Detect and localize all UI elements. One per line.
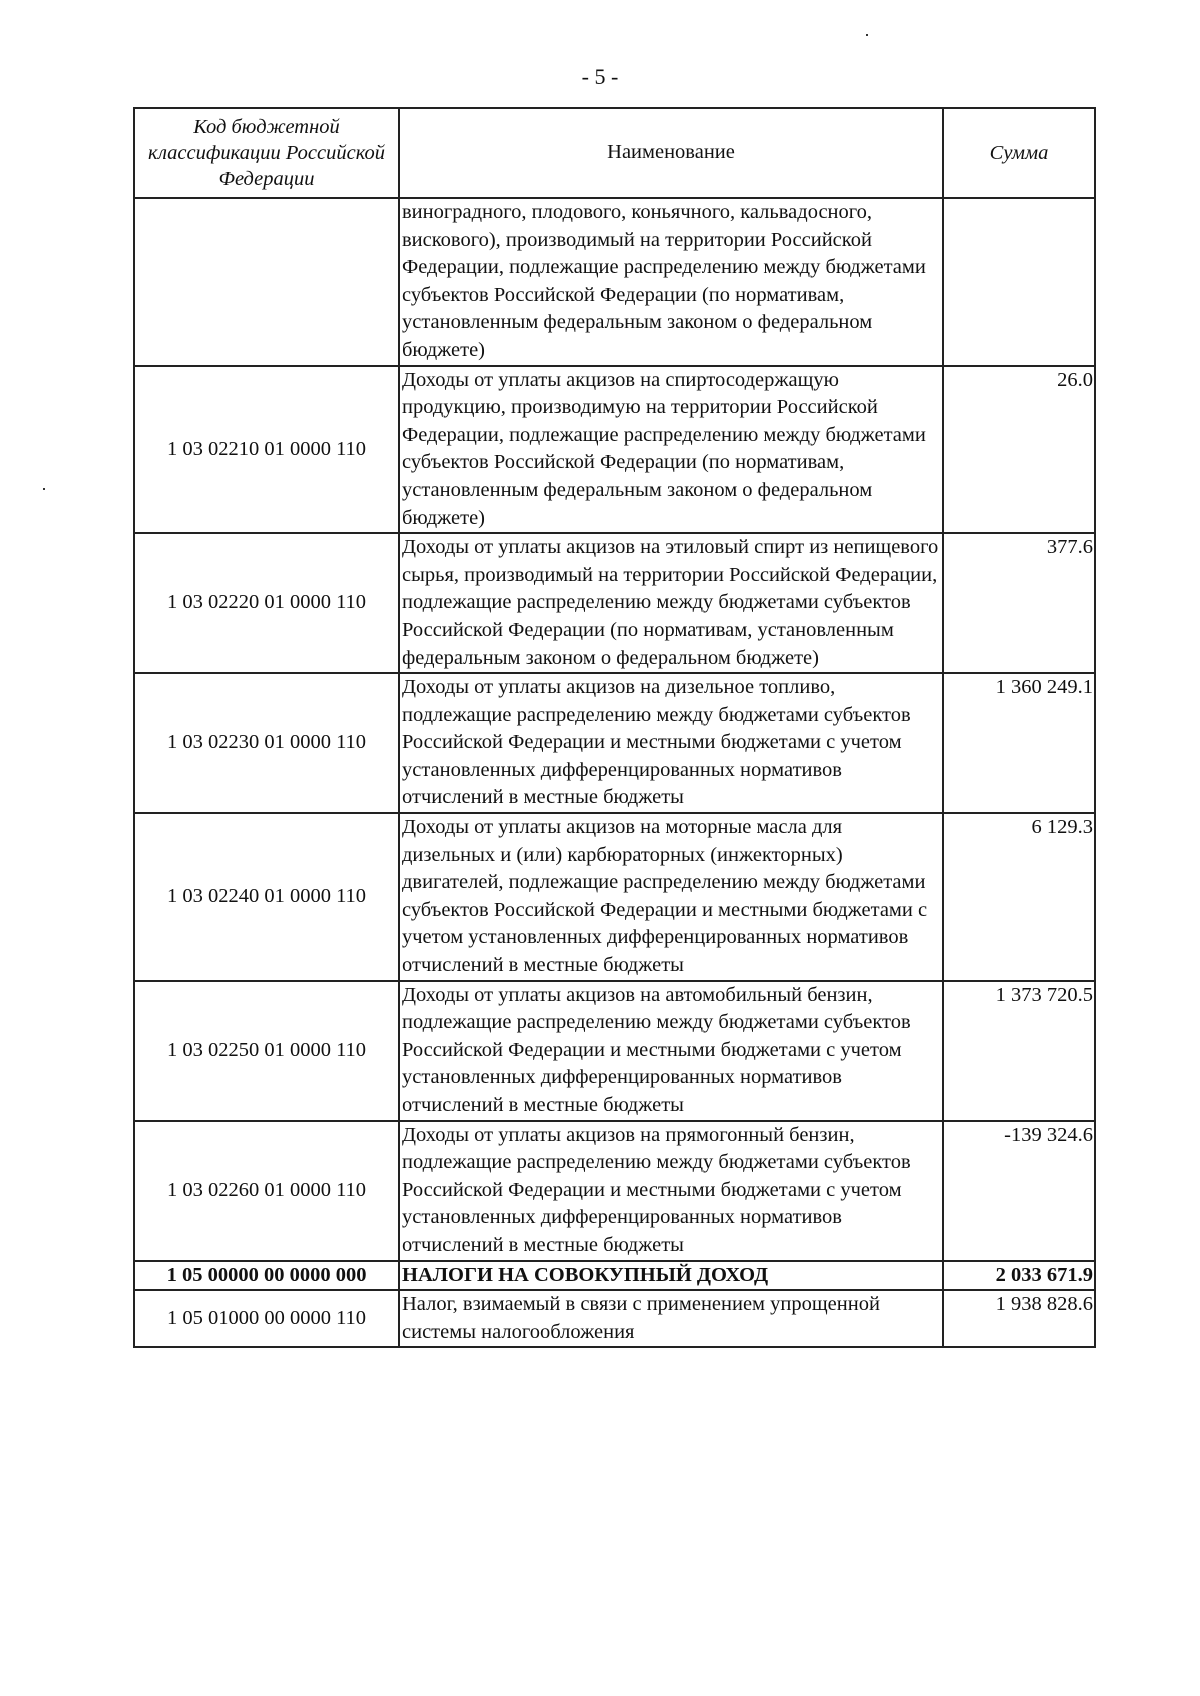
row-sum: 2 033 671.9: [943, 1261, 1095, 1291]
table-row: [134, 366, 1095, 534]
page-number: - 5 -: [581, 64, 619, 89]
row-code: 1 03 02220 01 0000 110: [134, 533, 399, 673]
table-row: [134, 533, 1095, 673]
table-row: [134, 813, 1095, 981]
row-name: виноградного, плодового, коньячного, кальвадосного, вискового), производимый на территории Российской Федерации, подлежащие распределению между бюджетами субъектов Российской Федерации (по нормативам, установленным федеральным законом о федеральном бюджете): [399, 198, 943, 366]
row-sum: 1 938 828.6: [943, 1290, 1095, 1347]
table-row: [134, 981, 1095, 1121]
row-name: Доходы от уплаты акцизов на автомобильный бензин, подлежащие распределению между бюджетами субъектов Российской Федерации и местными бюджетами с учетом установленных дифференцированных нормативов отчислений в местные бюджеты: [399, 981, 943, 1121]
budget-table: [133, 107, 1096, 1348]
table-header-row: [134, 108, 1095, 198]
table-row-section-total: [134, 1261, 1095, 1291]
table-row: [134, 198, 1095, 366]
row-sum: 1 360 249.1: [943, 673, 1095, 813]
table-row: [134, 1121, 1095, 1261]
scan-speck: [43, 488, 45, 490]
row-code: [134, 198, 399, 366]
table-row: [134, 1290, 1095, 1347]
table-row: [134, 673, 1095, 813]
row-name: Налог, взимаемый в связи с применением упрощенной системы налогообложения: [399, 1290, 943, 1347]
row-code: 1 03 02260 01 0000 110: [134, 1121, 399, 1261]
row-sum: -139 324.6: [943, 1121, 1095, 1261]
row-code: 1 03 02230 01 0000 110: [134, 673, 399, 813]
row-name: НАЛОГИ НА СОВОКУПНЫЙ ДОХОД: [399, 1261, 943, 1291]
row-name: Доходы от уплаты акцизов на моторные масла для дизельных и (или) карбюраторных (инжекторных) двигателей, подлежащие распределению между бюджетами субъектов Российской Федерации и местными бюджетами с учетом установленных дифференцированных нормативов отчислений в местные бюджеты: [399, 813, 943, 981]
row-code: 1 03 02250 01 0000 110: [134, 981, 399, 1121]
row-sum: 1 373 720.5: [943, 981, 1095, 1121]
row-name: Доходы от уплаты акцизов на дизельное топливо, подлежащие распределению между бюджетами субъектов Российской Федерации и местными бюджетами с учетом установленных дифференцированных нормативов отчислений в местные бюджеты: [399, 673, 943, 813]
header-name: Наименование: [399, 108, 943, 198]
header-sum: Сумма: [943, 108, 1095, 198]
row-sum: 26.0: [943, 366, 1095, 534]
row-sum: 377.6: [943, 533, 1095, 673]
row-sum: 6 129.3: [943, 813, 1095, 981]
row-code: 1 03 02240 01 0000 110: [134, 813, 399, 981]
row-code: 1 05 01000 00 0000 110: [134, 1290, 399, 1347]
row-name: Доходы от уплаты акцизов на спиртосодержащую продукцию, производимую на территории Российской Федерации, подлежащие распределению между бюджетами субъектов Российской Федерации (по нормативам, установленным федеральным законом о федеральном бюджете): [399, 366, 943, 534]
header-code: Код бюджетной классификации Российской Федерации: [134, 108, 399, 198]
row-name: Доходы от уплаты акцизов на прямогонный бензин, подлежащие распределению между бюджетами субъектов Российской Федерации и местными бюджетами с учетом установленных дифференцированных нормативов отчислений в местные бюджеты: [399, 1121, 943, 1261]
row-code: 1 05 00000 00 0000 000: [134, 1261, 399, 1291]
row-code: 1 03 02210 01 0000 110: [134, 366, 399, 534]
row-sum: [943, 198, 1095, 366]
row-name: Доходы от уплаты акцизов на этиловый спирт из непищевого сырья, производимый на территории Российской Федерации, подлежащие распределению между бюджетами субъектов Российской Федерации (по нормативам, установленным федеральным законом о федеральном бюджете): [399, 533, 943, 673]
scan-speck: [866, 34, 868, 36]
table-body: [134, 198, 1095, 1347]
